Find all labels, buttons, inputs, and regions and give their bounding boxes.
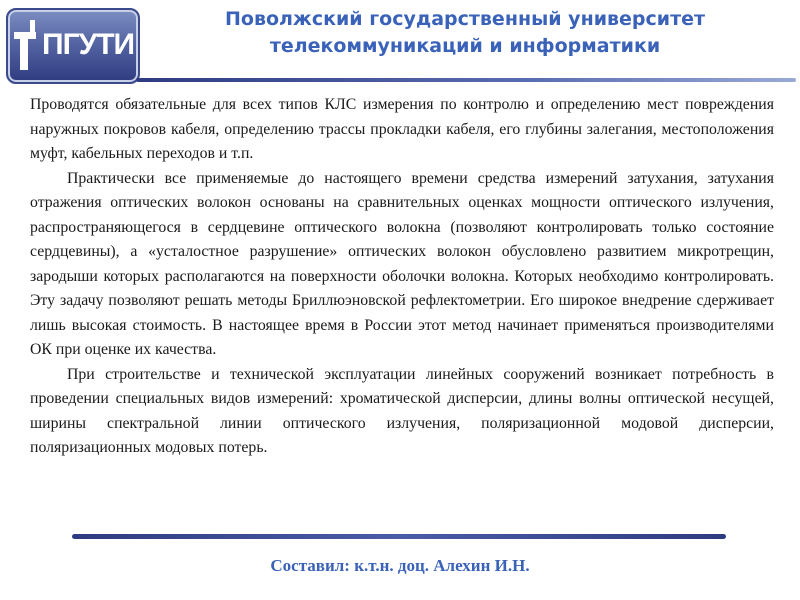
header-divider <box>136 78 796 82</box>
logo-text: ПГУТИ <box>42 28 135 61</box>
author-credit: Составил: к.т.н. доц. Алехин И.Н. <box>270 556 530 575</box>
title-line-1: Поволжский государственный университет <box>224 8 706 30</box>
page-title <box>165 6 765 60</box>
paragraph-3: При строительстве и технической эксплуатации линейных сооружений возникает потребность в проведении специальных видов измерений: хроматической дисперсии, длины волны оптической несущей, ширины спектральной линии оптического излучения, поляризационной модовой дисперсии, поляризационных модовых потерь. <box>30 365 774 456</box>
title-line-2: телекоммуникаций и информатики <box>269 35 661 57</box>
paragraph-2: Практически все применяемые до настоящего времени средства измерений затухания, затухания отражения оптических волокон основаны на сравнительных оценках мощности оптического излучения, распространяющегося в сердцевине оптического волокна (позволяют контролировать только состояние сердцевины), а «усталостное разрушение» оптических волокон обусловлено развитием микротрещин, зародыши которых располагаются на поверхности оболочки волокна. Которых необходимо контролировать. Эту задачу позволяют решать методы Бриллюэновской рефлектометрии. Его широкое внедрение сдерживает лишь высокая стоимость. В настоящее время в России этот метод начинает применяться производителями ОК при оценке их качества. <box>30 169 774 358</box>
paragraph-1: Проводятся обязательные для всех типов КЛС измерения по контролю и определению мест повреждения наружных покровов кабеля, определению трассы прокладки кабеля, его глубины залегания, местоположения муфт, кабельных переходов и т.п. <box>30 96 774 162</box>
university-logo <box>6 8 140 84</box>
footer-divider <box>72 534 726 539</box>
main-text <box>30 93 774 461</box>
